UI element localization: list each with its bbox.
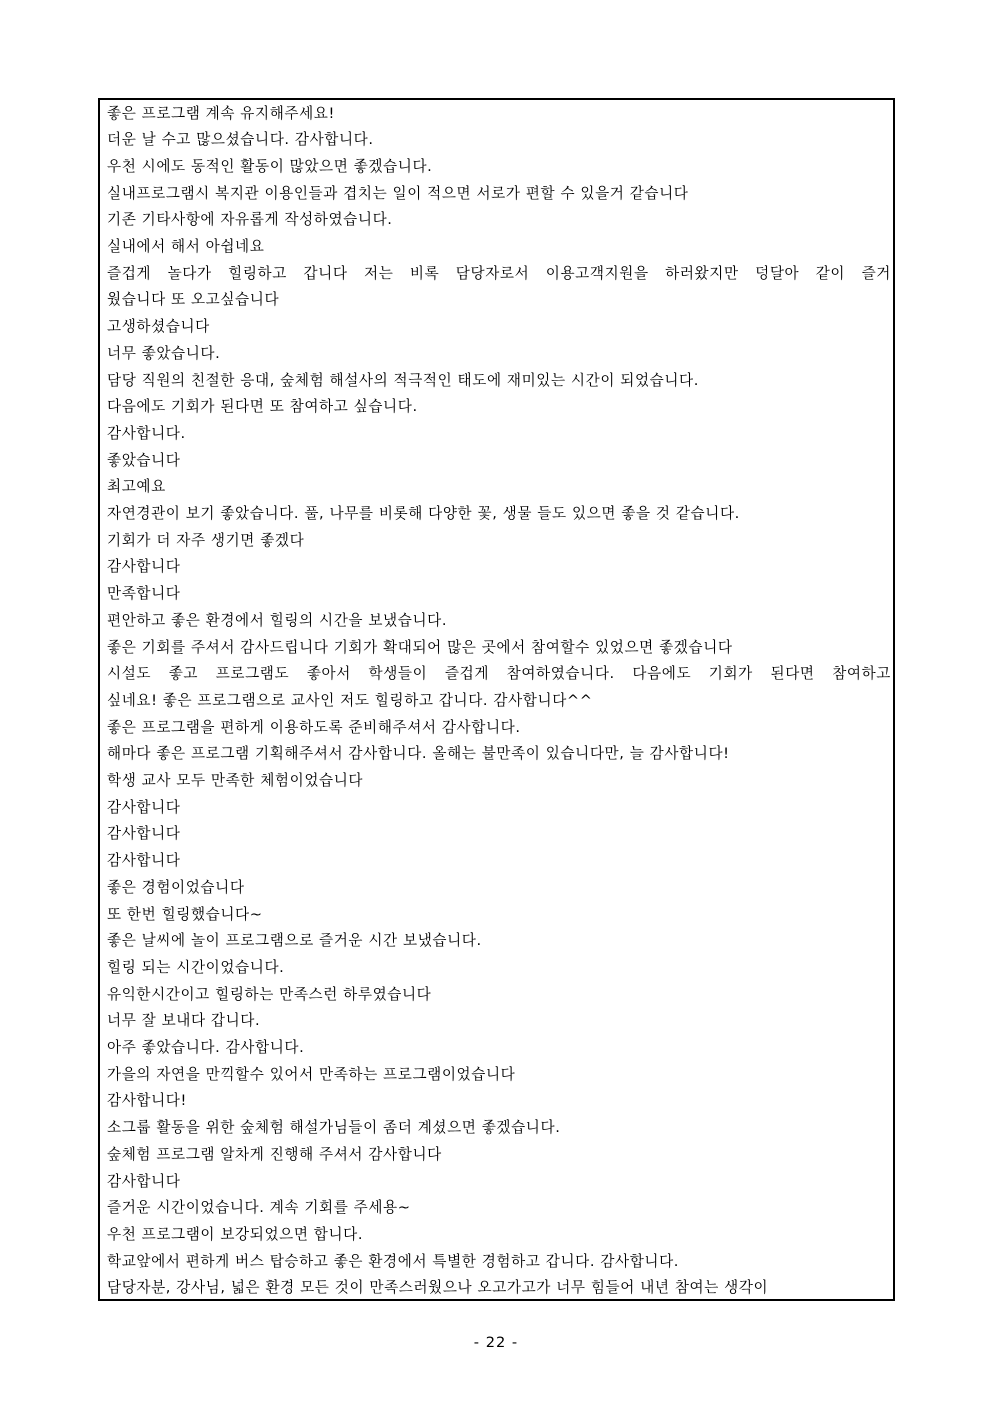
- comment-line: 실내에서 해서 아쉽네요: [107, 238, 265, 255]
- comment-line: 감사합니다: [107, 1172, 181, 1190]
- comment-line: 더운 날 수고 많으셨습니다. 감사합니다.: [107, 131, 374, 149]
- comment-line: 좋은 경험이었습니다: [107, 878, 245, 896]
- comment-line: 우천 시에도 동적인 활동이 많았으면 좋겠습니다.: [107, 157, 433, 175]
- comment-line: 실내프로그램시 복지관 이용인들과 겹치는 일이 적으면 서로가 편할 수 있을거 같습니다: [107, 184, 689, 202]
- comments-table: [98, 98, 895, 1301]
- page-number: - 22 -: [473, 1334, 519, 1351]
- comment-line: 힐링 되는 시간이었습니다.: [107, 958, 285, 976]
- comment-line: 유익한시간이고 힐링하는 만족스런 하루였습니다: [107, 985, 432, 1003]
- comment-line: 최고예요: [107, 478, 166, 496]
- comment-line: 싶네요! 좋은 프로그램으로 교사인 저도 힐링하고 갑니다. 감사합니다^^: [107, 691, 593, 709]
- comment-line: 감사합니다!: [107, 1092, 187, 1110]
- comment-line: 고생하셨습니다: [107, 318, 210, 336]
- comment-line: 우천 프로그램이 보강되었으면 합니다.: [107, 1225, 364, 1243]
- comment-line: 너무 잘 보내다 갑니다.: [107, 1012, 261, 1030]
- comment-line: 감사합니다: [107, 825, 181, 843]
- comment-line: 소그룹 활동을 위한 숲체험 해설가님들이 좀더 계셨으면 좋겠습니다.: [107, 1119, 561, 1137]
- comment-line: 시설도 좋고 프로그램도 좋아서 학생들이 즐겁게 참여하였습니다. 다음에도 기회가 된다면 참여하고: [107, 665, 891, 683]
- comment-line: 또 한번 힐링했습니다~: [107, 905, 263, 923]
- comment-line: 기회가 더 자주 생기면 좋겠다: [107, 531, 305, 549]
- comment-line: 담당 직원의 친절한 응대, 숲체험 해설사의 적극적인 태도에 재미있는 시간이 되었습니다.: [107, 371, 699, 389]
- comment-line: 만족합니다: [107, 585, 181, 603]
- comment-line: 자연경관이 보기 좋았습니다. 풀, 나무를 비롯해 다양한 꽃, 생물 들도 있으면 좋을 것 같습니다.: [107, 505, 740, 522]
- comment-line: 즐겁게 놀다가 힐링하고 갑니다 저는 비록 담당자로서 이용고객지원을 하러왔지만 덩달아 같이 즐거: [107, 264, 891, 282]
- comment-line: 감사합니다: [107, 852, 181, 870]
- comment-line: 다음에도 기회가 된다면 또 참여하고 싶습니다.: [107, 398, 418, 416]
- comment-line: 해마다 좋은 프로그램 기획해주셔서 감사합니다. 올해는 불만족이 있습니다만, 늘 감사합니다!: [107, 745, 730, 763]
- comment-line: 좋은 프로그램 계속 유지해주세요!: [107, 104, 335, 122]
- comment-line: 웠습니다 또 오고싶습니다: [107, 291, 280, 309]
- comment-line: 좋은 프로그램을 편하게 이용하도록 준비해주셔서 감사합니다.: [107, 718, 521, 736]
- comment-line: 학생 교사 모두 만족한 체험이었습니다: [107, 772, 364, 789]
- comment-line: 감사합니다: [107, 798, 181, 816]
- comment-line: 숲체험 프로그램 알차게 진행해 주셔서 감사합니다: [107, 1145, 442, 1163]
- comment-line: 감사합니다.: [107, 424, 186, 442]
- comment-line: 아주 좋았습니다. 감사합니다.: [107, 1039, 305, 1056]
- comment-line: 좋은 기회를 주셔서 감사드립니다 기회가 확대되어 많은 곳에서 참여할수 있었으면 좋겠습니다: [107, 638, 733, 656]
- comment-line: 감사합니다: [107, 558, 181, 576]
- comment-line: 가을의 자연을 만끽할수 있어서 만족하는 프로그램이었습니다: [107, 1065, 516, 1083]
- comment-line: 기존 기타사항에 자유롭게 작성하였습니다.: [107, 211, 393, 229]
- comment-line: 좋았습니다: [107, 451, 181, 469]
- comment-line: 즐거운 시간이었습니다. 계속 기회를 주세용~: [107, 1199, 411, 1217]
- comment-line: 담당자분, 강사님, 넓은 환경 모든 것이 만족스러웠으나 오고가고가 너무 힘들어 내년 참여는 생각이: [107, 1279, 769, 1297]
- comment-line: 좋은 날씨에 놀이 프로그램으로 즐거운 시간 보냈습니다.: [107, 932, 482, 950]
- comment-line: 편안하고 좋은 환경에서 힐링의 시간을 보냈습니다.: [107, 611, 448, 629]
- comment-line: 학교앞에서 편하게 버스 탑승하고 좋은 환경에서 특별한 경험하고 갑니다. 감사합니다.: [107, 1252, 680, 1270]
- comment-line: 너무 좋았습니다.: [107, 344, 221, 362]
